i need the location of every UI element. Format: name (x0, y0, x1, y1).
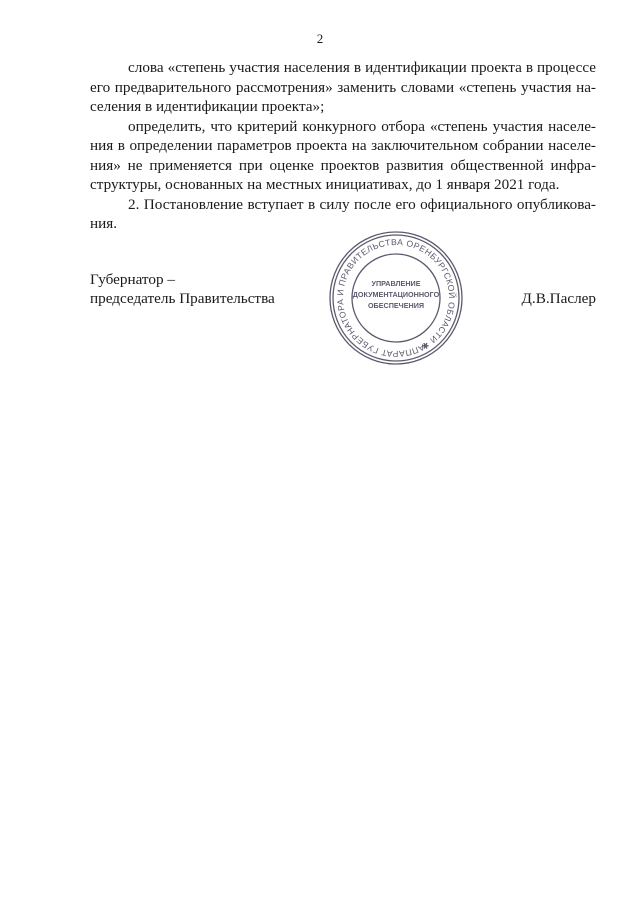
position-line: Губернатор – (90, 271, 175, 288)
paragraph-line: ния. (90, 215, 118, 232)
position-line: председатель Правительства (90, 290, 275, 307)
page-number: 2 (316, 31, 324, 46)
paragraph-line: его предварительного рассмотрения» заменить словами «степень участия на- (90, 78, 596, 96)
stamp-center-line: УПРАВЛЕНИЕ (371, 279, 421, 288)
paragraph-line: селения в идентификации проекта»; (90, 98, 325, 115)
paragraph-line: ния» не применяется при оценке проектов развития общественной инфра- (90, 156, 596, 174)
paragraph-line: определить, что критерий конкурного отбора «степень участия населе- (128, 117, 596, 135)
paragraph-line: 2. Постановление вступает в силу после его официального опубликова- (128, 195, 596, 213)
paragraph-line: слова «степень участия населения в идентификации проекта в процессе (128, 59, 596, 76)
stamp-ring-text: АППАРАТ ГУБЕРНАТОРА И ПРАВИТЕЛЬСТВА ОРЕНБУРГСКОЙ ОБЛАСТИ ✱ (334, 236, 458, 360)
document-body (90, 58, 596, 234)
stamp-center-line: ДОКУМЕНТАЦИОННОГО (352, 290, 440, 299)
signatory-name: Д.В.Паслер (521, 290, 596, 307)
stamp-center-line: ОБЕСПЕЧЕНИЯ (367, 301, 425, 310)
paragraph-line: структуры, основанных на местных инициативах, до 1 января 2021 года. (90, 176, 560, 193)
official-seal-stamp (326, 228, 466, 368)
signatory-position (90, 270, 275, 308)
paragraph-line: ния в определении параметров проекта на заключительном собрании населе- (90, 137, 596, 154)
